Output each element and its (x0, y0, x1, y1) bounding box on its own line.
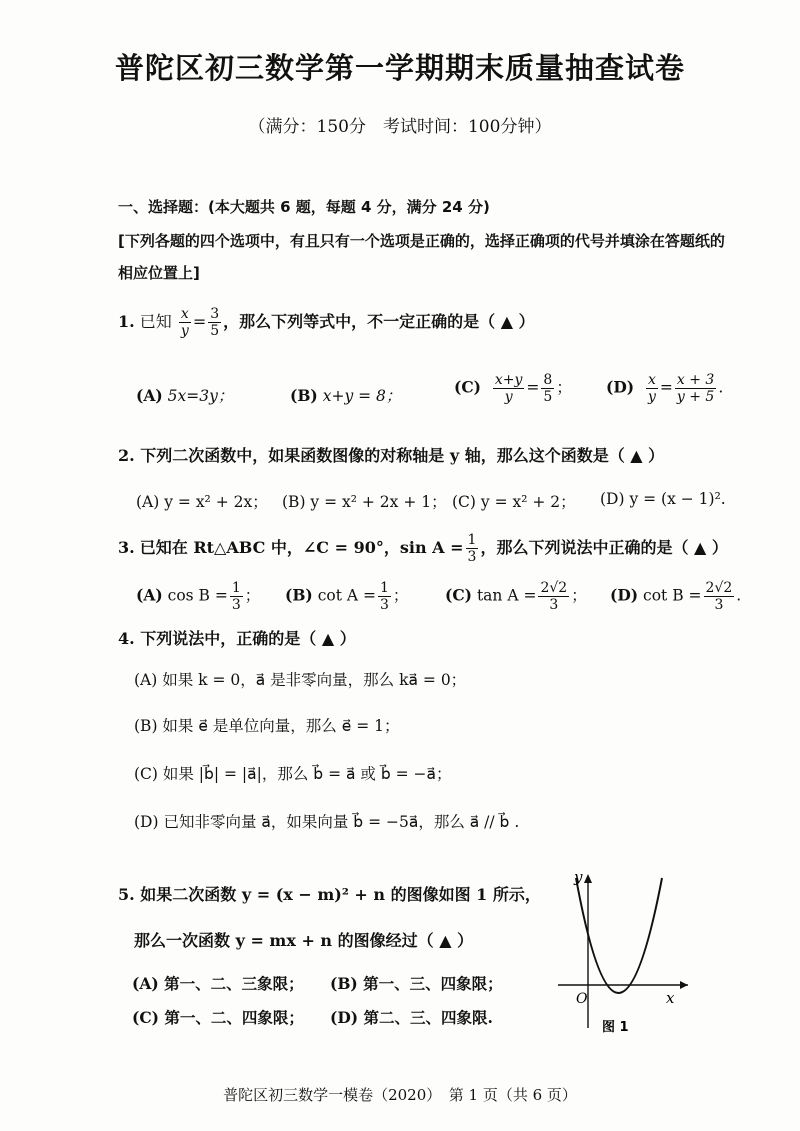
question-4 (118, 626, 356, 649)
question-1-pre: 已知 (139, 312, 172, 332)
origin-label: O (576, 991, 588, 1007)
q1-option-b[interactable]: (B) x+y = 8； (290, 386, 402, 405)
parabola-curve (576, 878, 662, 993)
q5-option-a[interactable]: (A) 第一、二、三象限； (132, 974, 304, 993)
question-number: 5. (118, 885, 135, 904)
page-title: 普陀区初三数学第一学期期末质量抽查试卷 (114, 51, 685, 85)
q3-option-a[interactable]: (A) cos B = $\frac{1}{3}$ ； (136, 580, 261, 614)
q1-option-d[interactable]: (D) $\frac{x}{y}$ = $\frac{x + 3}{y + 5}$ . (606, 372, 724, 406)
figure-1-parabola-graph (548, 868, 698, 1038)
question-number: 4. (118, 629, 135, 648)
question-2-text: 下列二次函数中，如果函数图像的对称轴是 y 轴，那么这个函数是（ ▲ ） (140, 446, 665, 465)
q2-option-b[interactable]: (B) y = x² + 2x + 1； (282, 493, 447, 511)
q3-option-c[interactable]: (C) tan A = $\frac{2√2}{3}$ ； (445, 580, 587, 614)
question-number: 2. (118, 446, 135, 465)
fraction-3-over-5: $\frac{3}{5}$ (210, 306, 220, 340)
section-instruction-2: 相应位置上] (118, 264, 200, 282)
question-3-post: ，那么下列说法中正确的是（ ▲ ） (480, 538, 728, 558)
q2-option-d[interactable]: (D) y = (x − 1)². (600, 490, 726, 508)
question-5-line-1: 如果二次函数 y = (x − m)² + n 的图像如图 1 所示， (140, 885, 541, 904)
q5-option-b[interactable]: (B) 第一、三、四象限； (330, 974, 503, 993)
question-number: 1. (118, 312, 135, 332)
figure-caption: 图 1 (602, 1020, 629, 1035)
section-heading: 一、选择题：(本大题共 6 题，每题 4 分，满分 24 分) (118, 198, 490, 216)
page-subtitle: （满分：150分 考试时间：100分钟） (248, 117, 552, 137)
q5-option-d[interactable]: (D) 第二、三、四象限. (330, 1008, 493, 1027)
question-1: 1. 已知 $\frac{x}{y}$ = $\frac{3}{5}$ ，那么下列等式中，不一定正确的是（ ▲ ） (118, 306, 535, 340)
q2-option-c[interactable]: (C) y = x² + 2； (452, 493, 576, 511)
q4-option-d[interactable]: (D) 已知非零向量 a⃗，如果向量 b⃗ = −5a⃗，那么 a⃗ // b⃗ . (134, 813, 520, 831)
q1-option-c[interactable]: (C) $\frac{x+y}{y}$ = $\frac{8}{5}$ ； (454, 372, 572, 406)
q2-option-a[interactable]: (A) y = x² + 2x； (136, 493, 268, 511)
q4-option-a[interactable]: (A) 如果 k = 0，a⃗ 是非零向量，那么 ka⃗ = 0； (134, 671, 467, 689)
q1-option-a[interactable]: (A) 5x=3y； (136, 386, 234, 405)
q5-option-c[interactable]: (C) 第一、二、四象限； (132, 1008, 304, 1027)
page-footer: 普陀区初三数学一模卷（2020） 第 1 页（共 6 页） (223, 1086, 577, 1104)
question-number: 3. (118, 538, 135, 558)
y-axis-label: y (574, 868, 583, 886)
fraction-x-over-y: $\frac{x}{y}$ (180, 306, 189, 340)
question-3-pre: 已知在 Rt△ABC 中，∠C = 90°，sin A = (139, 538, 464, 558)
question-1-post: ，那么下列等式中，不一定正确的是（ ▲ ） (223, 312, 535, 332)
question-4-text: 下列说法中，正确的是（ ▲ ） (140, 629, 356, 648)
q3-option-d[interactable]: (D) cot B = $\frac{2√2}{3}$ . (610, 580, 742, 614)
section-instruction-1: [下列各题的四个选项中，有且只有一个选项是正确的，选择正确项的代号并填涂在答题纸的 (118, 232, 725, 250)
question-5 (118, 882, 541, 905)
q4-option-b[interactable]: (B) 如果 e⃗ 是单位向量，那么 e⃗ = 1； (134, 717, 400, 735)
question-2 (118, 443, 664, 466)
question-5-line-2: 那么一次函数 y = mx + n 的图像经过（ ▲ ） (134, 931, 474, 950)
y-axis-arrow (584, 874, 592, 883)
q3-option-b[interactable]: (B) cot A = $\frac{1}{3}$ ； (285, 580, 409, 614)
x-axis-label: x (666, 989, 675, 1007)
x-axis-arrow (680, 981, 688, 989)
question-3: 3. 已知在 Rt△ABC 中，∠C = 90°，sin A = $\frac{1}{3}$ ，那么下列说法中正确的是（ ▲ ） (118, 532, 728, 566)
q4-option-c[interactable]: (C) 如果 |b⃗| = |a⃗|，那么 b⃗ = a⃗ 或 b⃗ = −a⃗； (134, 765, 452, 783)
